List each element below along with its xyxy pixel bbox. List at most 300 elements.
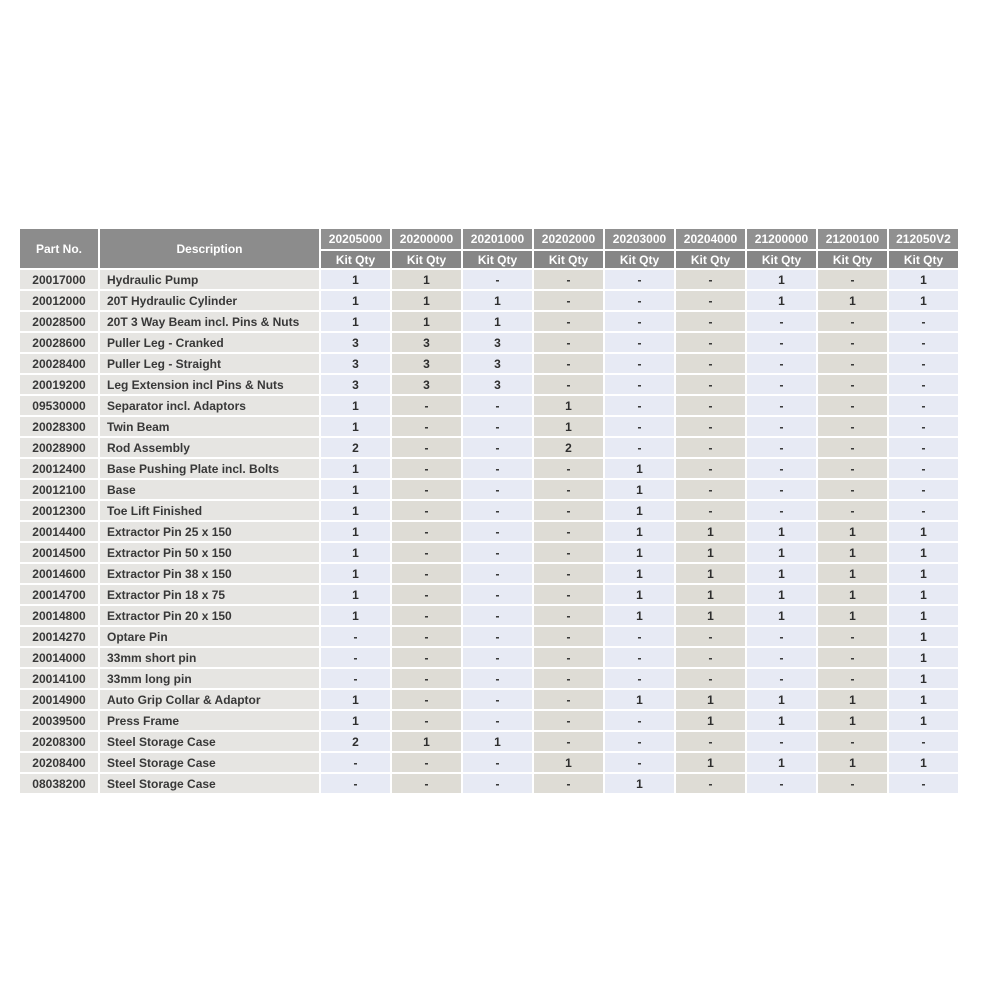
cell-kit-qty-20201000: 1 (463, 291, 532, 310)
cell-kit-qty-212050V2: 1 (889, 669, 958, 688)
cell-description: 33mm long pin (100, 669, 319, 688)
header-kit-qty-20201000: Kit Qty (463, 251, 532, 268)
header-kit-number-20205000: 20205000 (321, 229, 390, 249)
table-row (20, 585, 958, 604)
cell-kit-qty-21200000: - (747, 501, 816, 520)
cell-part-no: 20039500 (20, 711, 98, 730)
cell-kit-qty-21200000: - (747, 669, 816, 688)
cell-kit-qty-20203000: 1 (605, 774, 674, 793)
table-row (20, 732, 958, 751)
cell-part-no: 20014800 (20, 606, 98, 625)
cell-kit-qty-21200000: - (747, 354, 816, 373)
cell-kit-qty-20200000: - (392, 690, 461, 709)
table-row (20, 417, 958, 436)
cell-kit-qty-20203000: 1 (605, 543, 674, 562)
cell-part-no: 20012100 (20, 480, 98, 499)
header-row-kit-numbers (20, 229, 958, 249)
cell-kit-qty-21200100: - (818, 774, 887, 793)
cell-description: Extractor Pin 18 x 75 (100, 585, 319, 604)
cell-kit-qty-21200000: - (747, 732, 816, 751)
cell-kit-qty-20202000: - (534, 312, 603, 331)
cell-kit-qty-20200000: 3 (392, 333, 461, 352)
cell-kit-qty-21200100: - (818, 417, 887, 436)
cell-description: Extractor Pin 20 x 150 (100, 606, 319, 625)
cell-kit-qty-20200000: - (392, 627, 461, 646)
cell-kit-qty-20204000: 1 (676, 522, 745, 541)
table-row (20, 270, 958, 289)
cell-kit-qty-20201000: 3 (463, 354, 532, 373)
cell-description: Twin Beam (100, 417, 319, 436)
cell-kit-qty-21200100: - (818, 438, 887, 457)
header-kit-qty-20202000: Kit Qty (534, 251, 603, 268)
cell-kit-qty-20200000: 1 (392, 291, 461, 310)
cell-kit-qty-21200100: - (818, 480, 887, 499)
cell-kit-qty-20202000: - (534, 732, 603, 751)
cell-kit-qty-20204000: - (676, 333, 745, 352)
cell-kit-qty-20201000: 3 (463, 375, 532, 394)
cell-kit-qty-20201000: - (463, 774, 532, 793)
cell-kit-qty-20205000: 1 (321, 564, 390, 583)
cell-description: Steel Storage Case (100, 774, 319, 793)
cell-kit-qty-20200000: - (392, 522, 461, 541)
parts-kit-table (18, 227, 960, 795)
cell-kit-qty-212050V2: 1 (889, 543, 958, 562)
cell-kit-qty-20203000: 1 (605, 606, 674, 625)
cell-kit-qty-20203000: 1 (605, 459, 674, 478)
cell-kit-qty-20204000: - (676, 417, 745, 436)
cell-kit-qty-20203000: - (605, 417, 674, 436)
cell-kit-qty-20202000: - (534, 333, 603, 352)
header-kit-qty-20205000: Kit Qty (321, 251, 390, 268)
cell-kit-qty-20200000: 1 (392, 270, 461, 289)
header-kit-qty-212050V2: Kit Qty (889, 251, 958, 268)
cell-kit-qty-20205000: - (321, 774, 390, 793)
cell-kit-qty-20205000: 1 (321, 501, 390, 520)
cell-kit-qty-21200000: 1 (747, 270, 816, 289)
cell-kit-qty-20204000: - (676, 774, 745, 793)
cell-kit-qty-21200100: - (818, 501, 887, 520)
cell-part-no: 20014600 (20, 564, 98, 583)
cell-kit-qty-20202000: - (534, 543, 603, 562)
cell-kit-qty-20200000: - (392, 543, 461, 562)
cell-kit-qty-21200100: - (818, 354, 887, 373)
table-row (20, 627, 958, 646)
cell-kit-qty-20202000: - (534, 375, 603, 394)
cell-part-no: 20017000 (20, 270, 98, 289)
cell-kit-qty-20200000: - (392, 711, 461, 730)
header-kit-number-20202000: 20202000 (534, 229, 603, 249)
cell-kit-qty-20200000: - (392, 585, 461, 604)
cell-kit-qty-20204000: - (676, 375, 745, 394)
table-row (20, 606, 958, 625)
table-header (20, 229, 958, 268)
cell-kit-qty-212050V2: - (889, 354, 958, 373)
cell-kit-qty-20203000: - (605, 711, 674, 730)
cell-part-no: 20028900 (20, 438, 98, 457)
cell-kit-qty-212050V2: 1 (889, 564, 958, 583)
cell-kit-qty-20204000: - (676, 270, 745, 289)
cell-kit-qty-20204000: - (676, 354, 745, 373)
cell-kit-qty-20202000: - (534, 774, 603, 793)
cell-kit-qty-20205000: 1 (321, 543, 390, 562)
cell-kit-qty-20203000: - (605, 375, 674, 394)
cell-kit-qty-20201000: - (463, 648, 532, 667)
header-kit-number-20203000: 20203000 (605, 229, 674, 249)
cell-part-no: 20208300 (20, 732, 98, 751)
cell-kit-qty-20201000: - (463, 270, 532, 289)
cell-kit-qty-212050V2: - (889, 312, 958, 331)
cell-kit-qty-212050V2: - (889, 774, 958, 793)
cell-kit-qty-212050V2: - (889, 396, 958, 415)
header-kit-number-20201000: 20201000 (463, 229, 532, 249)
cell-kit-qty-21200100: 1 (818, 564, 887, 583)
cell-kit-qty-20205000: 3 (321, 375, 390, 394)
cell-part-no: 20014400 (20, 522, 98, 541)
table-row (20, 564, 958, 583)
table-row (20, 753, 958, 772)
cell-description: Puller Leg - Cranked (100, 333, 319, 352)
cell-kit-qty-20200000: - (392, 564, 461, 583)
cell-kit-qty-20202000: - (534, 459, 603, 478)
cell-description: Leg Extension incl Pins & Nuts (100, 375, 319, 394)
header-kit-number-212050V2: 212050V2 (889, 229, 958, 249)
cell-kit-qty-21200100: - (818, 669, 887, 688)
cell-kit-qty-20203000: 1 (605, 564, 674, 583)
cell-kit-qty-20205000: 1 (321, 711, 390, 730)
cell-kit-qty-20205000: 1 (321, 291, 390, 310)
cell-kit-qty-20204000: - (676, 501, 745, 520)
cell-kit-qty-20205000: 2 (321, 438, 390, 457)
cell-part-no: 20028500 (20, 312, 98, 331)
cell-kit-qty-212050V2: - (889, 732, 958, 751)
header-kit-qty-20200000: Kit Qty (392, 251, 461, 268)
cell-kit-qty-20205000: 3 (321, 333, 390, 352)
header-kit-number-21200000: 21200000 (747, 229, 816, 249)
cell-kit-qty-21200100: - (818, 333, 887, 352)
cell-kit-qty-212050V2: - (889, 480, 958, 499)
cell-kit-qty-21200100: 1 (818, 711, 887, 730)
cell-kit-qty-20203000: - (605, 753, 674, 772)
cell-kit-qty-20201000: - (463, 417, 532, 436)
cell-kit-qty-20205000: 2 (321, 732, 390, 751)
cell-kit-qty-20203000: - (605, 669, 674, 688)
cell-part-no: 20014700 (20, 585, 98, 604)
cell-kit-qty-20201000: 1 (463, 312, 532, 331)
cell-kit-qty-20200000: - (392, 501, 461, 520)
cell-kit-qty-212050V2: 1 (889, 291, 958, 310)
cell-description: Extractor Pin 50 x 150 (100, 543, 319, 562)
cell-kit-qty-20205000: - (321, 753, 390, 772)
cell-kit-qty-21200000: 1 (747, 690, 816, 709)
cell-kit-qty-20204000: 1 (676, 606, 745, 625)
cell-kit-qty-21200000: - (747, 627, 816, 646)
header-description: Description (100, 229, 319, 268)
cell-kit-qty-20205000: 1 (321, 690, 390, 709)
cell-kit-qty-20200000: - (392, 669, 461, 688)
cell-kit-qty-212050V2: 1 (889, 270, 958, 289)
cell-kit-qty-20200000: - (392, 396, 461, 415)
cell-kit-qty-212050V2: 1 (889, 627, 958, 646)
cell-part-no: 20014000 (20, 648, 98, 667)
cell-kit-qty-20200000: - (392, 606, 461, 625)
cell-kit-qty-21200000: 1 (747, 543, 816, 562)
cell-kit-qty-21200100: 1 (818, 690, 887, 709)
table-body (20, 270, 958, 793)
cell-kit-qty-20202000: - (534, 354, 603, 373)
cell-kit-qty-21200000: 1 (747, 291, 816, 310)
cell-part-no: 20012000 (20, 291, 98, 310)
cell-kit-qty-20205000: - (321, 627, 390, 646)
table-row (20, 711, 958, 730)
cell-description: Steel Storage Case (100, 753, 319, 772)
cell-kit-qty-20202000: - (534, 648, 603, 667)
cell-description: Rod Assembly (100, 438, 319, 457)
cell-kit-qty-21200000: 1 (747, 606, 816, 625)
cell-kit-qty-21200000: - (747, 480, 816, 499)
cell-kit-qty-20200000: 3 (392, 375, 461, 394)
cell-kit-qty-212050V2: - (889, 438, 958, 457)
cell-kit-qty-21200100: 1 (818, 543, 887, 562)
cell-kit-qty-21200000: 1 (747, 585, 816, 604)
cell-kit-qty-21200000: - (747, 459, 816, 478)
cell-kit-qty-20200000: - (392, 438, 461, 457)
table-row (20, 438, 958, 457)
cell-kit-qty-212050V2: 1 (889, 711, 958, 730)
cell-kit-qty-20200000: - (392, 753, 461, 772)
cell-kit-qty-20205000: 1 (321, 396, 390, 415)
cell-kit-qty-20204000: 1 (676, 690, 745, 709)
table-row (20, 375, 958, 394)
cell-kit-qty-20203000: - (605, 438, 674, 457)
cell-description: Base (100, 480, 319, 499)
cell-kit-qty-20204000: - (676, 648, 745, 667)
cell-kit-qty-20202000: - (534, 564, 603, 583)
cell-kit-qty-212050V2: - (889, 459, 958, 478)
cell-kit-qty-21200100: 1 (818, 606, 887, 625)
cell-kit-qty-20205000: 1 (321, 270, 390, 289)
cell-kit-qty-21200100: 1 (818, 522, 887, 541)
cell-description: 33mm short pin (100, 648, 319, 667)
table-row (20, 648, 958, 667)
cell-kit-qty-20202000: - (534, 291, 603, 310)
cell-kit-qty-20204000: 1 (676, 564, 745, 583)
cell-kit-qty-212050V2: 1 (889, 753, 958, 772)
cell-kit-qty-21200000: - (747, 375, 816, 394)
cell-kit-qty-20201000: - (463, 438, 532, 457)
cell-kit-qty-21200100: 1 (818, 753, 887, 772)
cell-kit-qty-20203000: - (605, 312, 674, 331)
header-kit-qty-21200000: Kit Qty (747, 251, 816, 268)
cell-part-no: 20014500 (20, 543, 98, 562)
table-row (20, 690, 958, 709)
cell-description: Optare Pin (100, 627, 319, 646)
cell-kit-qty-20203000: - (605, 354, 674, 373)
cell-kit-qty-21200000: - (747, 417, 816, 436)
cell-kit-qty-20205000: - (321, 669, 390, 688)
cell-kit-qty-21200100: - (818, 732, 887, 751)
cell-kit-qty-212050V2: 1 (889, 585, 958, 604)
cell-kit-qty-20204000: - (676, 459, 745, 478)
cell-kit-qty-20202000: 1 (534, 417, 603, 436)
cell-kit-qty-21200100: - (818, 312, 887, 331)
cell-kit-qty-20205000: 3 (321, 354, 390, 373)
cell-kit-qty-20205000: 1 (321, 585, 390, 604)
cell-part-no: 20028600 (20, 333, 98, 352)
cell-kit-qty-20204000: - (676, 438, 745, 457)
cell-part-no: 20028400 (20, 354, 98, 373)
cell-kit-qty-212050V2: - (889, 501, 958, 520)
header-kit-number-20200000: 20200000 (392, 229, 461, 249)
cell-kit-qty-20201000: - (463, 459, 532, 478)
cell-kit-qty-20201000: - (463, 669, 532, 688)
table-row (20, 774, 958, 793)
cell-kit-qty-20202000: - (534, 480, 603, 499)
cell-part-no: 20014270 (20, 627, 98, 646)
cell-kit-qty-20200000: - (392, 417, 461, 436)
cell-kit-qty-20201000: - (463, 690, 532, 709)
cell-description: Steel Storage Case (100, 732, 319, 751)
cell-kit-qty-21200000: - (747, 438, 816, 457)
cell-kit-qty-20204000: - (676, 291, 745, 310)
header-kit-qty-21200100: Kit Qty (818, 251, 887, 268)
cell-kit-qty-212050V2: 1 (889, 522, 958, 541)
cell-description: Hydraulic Pump (100, 270, 319, 289)
cell-kit-qty-20202000: - (534, 522, 603, 541)
cell-kit-qty-20205000: - (321, 648, 390, 667)
cell-kit-qty-20201000: - (463, 501, 532, 520)
cell-kit-qty-20201000: - (463, 606, 532, 625)
cell-kit-qty-20200000: 3 (392, 354, 461, 373)
cell-kit-qty-20201000: - (463, 564, 532, 583)
table-row (20, 501, 958, 520)
cell-kit-qty-20201000: - (463, 543, 532, 562)
cell-kit-qty-21200000: - (747, 396, 816, 415)
table-row (20, 543, 958, 562)
cell-kit-qty-21200100: - (818, 627, 887, 646)
cell-part-no: 08038200 (20, 774, 98, 793)
cell-kit-qty-20204000: 1 (676, 585, 745, 604)
cell-kit-qty-20204000: 1 (676, 711, 745, 730)
cell-kit-qty-21200100: - (818, 375, 887, 394)
cell-kit-qty-20202000: 1 (534, 753, 603, 772)
table-row (20, 459, 958, 478)
cell-kit-qty-20201000: - (463, 522, 532, 541)
cell-description: Puller Leg - Straight (100, 354, 319, 373)
cell-part-no: 20012400 (20, 459, 98, 478)
cell-kit-qty-20205000: 1 (321, 459, 390, 478)
cell-kit-qty-21200100: - (818, 459, 887, 478)
cell-description: Extractor Pin 38 x 150 (100, 564, 319, 583)
cell-kit-qty-21200100: 1 (818, 291, 887, 310)
cell-kit-qty-20200000: - (392, 648, 461, 667)
cell-kit-qty-20205000: 1 (321, 522, 390, 541)
header-kit-qty-20203000: Kit Qty (605, 251, 674, 268)
cell-kit-qty-20200000: - (392, 774, 461, 793)
cell-kit-qty-20202000: - (534, 606, 603, 625)
cell-kit-qty-20205000: 1 (321, 606, 390, 625)
cell-kit-qty-20204000: - (676, 627, 745, 646)
cell-description: Toe Lift Finished (100, 501, 319, 520)
cell-description: Auto Grip Collar & Adaptor (100, 690, 319, 709)
cell-description: Separator incl. Adaptors (100, 396, 319, 415)
table-row (20, 333, 958, 352)
cell-part-no: 20019200 (20, 375, 98, 394)
cell-kit-qty-20202000: - (534, 690, 603, 709)
cell-kit-qty-20202000: - (534, 501, 603, 520)
cell-kit-qty-21200100: 1 (818, 585, 887, 604)
cell-part-no: 20028300 (20, 417, 98, 436)
cell-kit-qty-20201000: - (463, 480, 532, 499)
cell-kit-qty-20200000: 1 (392, 312, 461, 331)
cell-kit-qty-20202000: - (534, 270, 603, 289)
cell-kit-qty-20203000: 1 (605, 585, 674, 604)
cell-kit-qty-21200000: 1 (747, 522, 816, 541)
cell-kit-qty-20204000: 1 (676, 543, 745, 562)
cell-kit-qty-21200000: - (747, 312, 816, 331)
cell-kit-qty-20200000: - (392, 459, 461, 478)
cell-kit-qty-20204000: - (676, 312, 745, 331)
cell-kit-qty-20205000: 1 (321, 480, 390, 499)
cell-kit-qty-21200100: - (818, 648, 887, 667)
cell-kit-qty-20201000: - (463, 396, 532, 415)
cell-kit-qty-20203000: - (605, 396, 674, 415)
cell-kit-qty-20202000: 1 (534, 396, 603, 415)
table-row (20, 480, 958, 499)
cell-kit-qty-20203000: - (605, 270, 674, 289)
cell-kit-qty-20202000: 2 (534, 438, 603, 457)
table-row (20, 396, 958, 415)
cell-kit-qty-20201000: - (463, 585, 532, 604)
header-kit-qty-20204000: Kit Qty (676, 251, 745, 268)
table-row (20, 312, 958, 331)
cell-kit-qty-20203000: 1 (605, 522, 674, 541)
header-kit-number-20204000: 20204000 (676, 229, 745, 249)
cell-part-no: 20014900 (20, 690, 98, 709)
cell-kit-qty-212050V2: 1 (889, 606, 958, 625)
cell-kit-qty-20203000: 1 (605, 501, 674, 520)
cell-kit-qty-20201000: - (463, 753, 532, 772)
cell-kit-qty-21200000: 1 (747, 711, 816, 730)
cell-part-no: 20014100 (20, 669, 98, 688)
cell-kit-qty-212050V2: - (889, 375, 958, 394)
cell-kit-qty-20203000: - (605, 291, 674, 310)
cell-kit-qty-21200000: - (747, 774, 816, 793)
cell-kit-qty-20203000: 1 (605, 690, 674, 709)
cell-kit-qty-21200000: - (747, 648, 816, 667)
cell-kit-qty-21200000: 1 (747, 564, 816, 583)
cell-kit-qty-20200000: 1 (392, 732, 461, 751)
cell-kit-qty-20202000: - (534, 669, 603, 688)
cell-kit-qty-20201000: 1 (463, 732, 532, 751)
cell-kit-qty-20201000: - (463, 711, 532, 730)
table-row (20, 354, 958, 373)
cell-kit-qty-21200000: - (747, 333, 816, 352)
cell-kit-qty-212050V2: - (889, 417, 958, 436)
header-kit-number-21200100: 21200100 (818, 229, 887, 249)
cell-description: 20T Hydraulic Cylinder (100, 291, 319, 310)
cell-kit-qty-20202000: - (534, 585, 603, 604)
cell-kit-qty-20204000: - (676, 669, 745, 688)
table-row (20, 522, 958, 541)
cell-kit-qty-20201000: 3 (463, 333, 532, 352)
cell-kit-qty-20203000: - (605, 732, 674, 751)
cell-kit-qty-21200000: 1 (747, 753, 816, 772)
table-row (20, 669, 958, 688)
cell-kit-qty-20202000: - (534, 711, 603, 730)
cell-kit-qty-20205000: 1 (321, 312, 390, 331)
cell-description: Press Frame (100, 711, 319, 730)
cell-description: Extractor Pin 25 x 150 (100, 522, 319, 541)
